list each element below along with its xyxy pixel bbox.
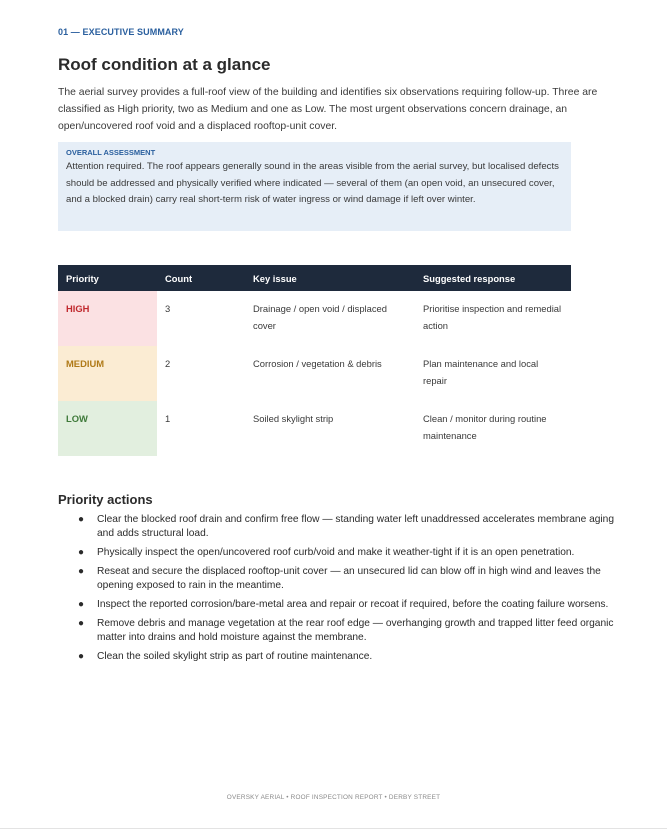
assessment-text: Attention required. The roof appears generally sound in the areas visible from the aerial survey, but localised defects should be addressed and physically verified where indicated — several of them (an open void, an unsecured cover, and a blocked drain) carry real short-term risk of water ingress or wind damage if left over winter. [66,161,559,205]
action-text: Reseat and secure the displaced rooftop-unit cover — an unsecured lid can blow off in high wind and leaves the opening exposed to rain in the meantime. [97,566,601,591]
table-row [58,401,571,456]
bullet-icon: ● [78,651,85,662]
bullet-icon: ● [78,599,85,610]
priority-badge-high: HIGH [58,291,157,346]
response-cell: Plan maintenance and local repair [423,358,539,386]
bullet-icon: ● [78,514,85,525]
priority-summary-table [58,265,571,456]
response-cell: Prioritise inspection and remedial action [423,303,562,331]
list-item [58,650,618,664]
key-issue-cell: Corrosion / vegetation & debris [253,358,382,369]
table-header-row [58,265,571,291]
page-divider [0,828,667,829]
action-text: Clean the soiled skylight strip as part of routine maintenance. [97,651,373,662]
count-cell: 1 [165,413,171,424]
key-issue-cell: Soiled skylight strip [253,413,334,424]
intro-paragraph: The aerial survey provides a full-roof view of the building and identifies six observations requiring follow-up. Three are classified as High priority, two as Medium and one as Low. The most urgent observations concern drainage, an open/uncovered roof void and a displaced rooftop-unit cover. [58,87,598,132]
key-issue-cell: Drainage / open void / displaced cover [253,303,387,331]
overall-assessment-box [58,142,571,231]
count-cell: 3 [165,303,171,314]
bullet-icon: ● [78,618,85,629]
list-item [58,598,618,612]
column-header: Key issue [245,265,415,291]
priority-badge-medium: MEDIUM [58,346,157,401]
assessment-label: OVERALL ASSESSMENT [66,148,156,157]
section-label: 01 — EXECUTIVE SUMMARY [58,27,184,37]
priority-actions-list [58,513,618,669]
count-cell: 2 [165,358,171,369]
bullet-icon: ● [78,547,85,558]
action-text: Inspect the reported corrosion/bare-metal area and repair or recoat if required, before the coating failure worsens. [97,599,609,610]
action-text: Remove debris and manage vegetation at the rear roof edge — overhanging growth and trapped litter feed organic matter into drains and hold moisture against the membrane. [97,618,614,643]
column-header: Priority [58,265,157,291]
column-header: Count [157,265,245,291]
page-title: Roof condition at a glance [58,55,271,74]
column-header: Suggested response [415,265,571,291]
action-text: Physically inspect the open/uncovered roof curb/void and make it weather-tight if it is an open penetration. [97,547,575,558]
table-row [58,346,571,401]
table-row [58,291,571,346]
priority-actions-heading: Priority actions [58,492,153,507]
list-item [58,617,618,645]
list-item [58,565,618,593]
page-footer: OVERSKY AERIAL • ROOF INSPECTION REPORT • DERBY STREET [226,794,441,801]
priority-badge-low: LOW [58,401,157,456]
list-item [58,546,618,560]
action-text: Clear the blocked roof drain and confirm free flow — standing water left unaddressed accelerates membrane aging and adds structural load. [97,514,615,539]
bullet-icon: ● [78,566,85,577]
list-item [58,513,618,541]
response-cell: Clean / monitor during routine maintenance [423,413,547,441]
